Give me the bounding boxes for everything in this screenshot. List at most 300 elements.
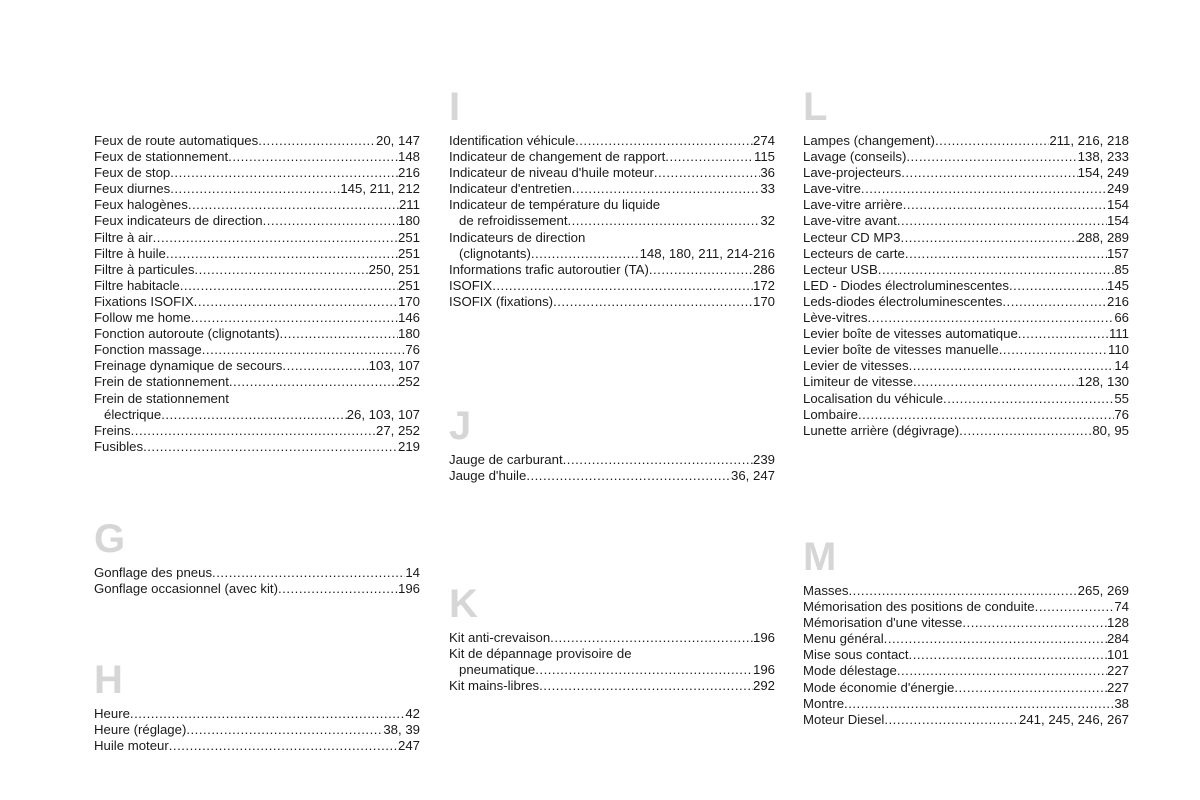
dot-leader: [999, 342, 1108, 358]
entry-label: Lecteur CD MP3: [803, 229, 901, 245]
dot-leader: [868, 310, 1115, 326]
entry-row: [803, 262, 1129, 278]
entry-label: Lecteurs de carte: [803, 245, 905, 261]
entry-label: Informations trafic autoroutier (TA): [449, 261, 649, 277]
entry-label: Levier boîte de vitesses manuelle: [803, 342, 999, 358]
dot-leader: [180, 278, 398, 294]
entry-pages: 196: [752, 662, 775, 678]
index-entry: [94, 246, 420, 262]
entry-row: [803, 278, 1129, 294]
entry-label: Lecteur USB: [803, 261, 878, 277]
entry-label: Feux indicateurs de direction: [94, 213, 263, 229]
entry-label: Heure: [94, 706, 130, 721]
entry-row: [803, 213, 1129, 229]
index-entry: [803, 407, 1129, 423]
dot-leader: [909, 358, 1115, 374]
entry-row: [803, 374, 1129, 390]
index-entry: [449, 468, 775, 484]
entry-row: [94, 358, 420, 374]
entry-pages: 251: [397, 245, 420, 261]
index-entry: [803, 246, 1129, 262]
entry-row: [803, 133, 1129, 149]
dot-leader: [884, 631, 1107, 647]
entry-pages: 274: [752, 133, 775, 148]
entry-label: Mise sous contact: [803, 647, 909, 663]
index-entry: [803, 342, 1129, 358]
entry-row: [94, 407, 420, 423]
entry-pages: 66: [1114, 310, 1129, 326]
index-entry: [449, 133, 775, 149]
index-entry: [449, 646, 775, 678]
index-entry: [94, 294, 420, 310]
index-entry: [449, 278, 775, 294]
index-entry: [803, 213, 1129, 229]
index-section-f: [94, 133, 420, 455]
section-letter: I: [449, 85, 461, 129]
entry-pages: 74: [1114, 599, 1129, 615]
dot-leader: [884, 712, 1019, 728]
entry-label: Follow me home: [94, 310, 191, 326]
entry-row: [449, 294, 775, 310]
index-entry: [803, 663, 1129, 679]
entry-row: [94, 326, 420, 342]
entry-row: [803, 599, 1129, 615]
entry-label: Jauge d'huile: [449, 468, 527, 484]
dot-leader: [567, 213, 760, 229]
index-entry: [94, 358, 420, 374]
dot-leader: [665, 149, 754, 165]
dot-leader: [229, 374, 398, 390]
index-entry: [94, 423, 420, 439]
dot-leader: [1002, 294, 1107, 310]
dot-leader: [535, 662, 753, 678]
entry-label: Lavage (conseils): [803, 149, 907, 165]
dot-leader: [903, 197, 1107, 213]
entry-label: Lombaire: [803, 406, 858, 422]
entry-row: [803, 647, 1129, 663]
entry-row: [803, 583, 1129, 599]
entry-pages: 265, 269: [1077, 583, 1129, 598]
entry-row: [449, 165, 775, 181]
index-entry: [449, 230, 775, 262]
entry-row: [449, 278, 775, 294]
entry-pages: 211, 216, 218: [1049, 133, 1129, 148]
entry-row: [94, 262, 420, 278]
entry-pages: 154: [1106, 197, 1129, 213]
index-section-l: [803, 87, 1129, 439]
entry-row: [803, 423, 1129, 439]
index-section-h: [94, 660, 420, 754]
entry-label: Indicateurs de direction: [449, 229, 586, 245]
entry-pages: 227: [1106, 679, 1129, 695]
dot-leader: [954, 680, 1107, 696]
entry-row: [94, 246, 420, 262]
entry-label: Identification véhicule: [449, 133, 576, 148]
entry-label: Lave-projecteurs: [803, 165, 902, 181]
entry-label: Fonction massage: [94, 342, 202, 358]
entry-row: [94, 439, 420, 455]
dot-leader: [188, 197, 399, 213]
entry-pages: 14: [405, 565, 420, 580]
dot-leader: [228, 149, 398, 165]
dot-leader: [1035, 599, 1115, 615]
entry-row: [94, 133, 420, 149]
index-entry: [94, 133, 420, 149]
entry-pages: 154: [1106, 213, 1129, 229]
index-entry: [94, 230, 420, 246]
entry-sublabel: de refroidissement: [459, 213, 568, 229]
entry-label: Montre: [803, 695, 845, 711]
entry-pages: 148, 180, 211, 214-216: [639, 245, 775, 261]
entry-pages: 154, 249: [1077, 165, 1129, 181]
entry-label: Frein de stationnement: [94, 374, 229, 390]
dot-leader: [1018, 326, 1109, 342]
entry-label: Lave-vitre arrière: [803, 197, 903, 213]
entry-label: Lunette arrière (dégivrage): [803, 422, 960, 438]
index-entry: [803, 631, 1129, 647]
index-entry: [803, 696, 1129, 712]
entry-label: Feux de stop: [94, 165, 171, 181]
entry-label: Leds-diodes électroluminescentes: [803, 293, 1003, 309]
entry-label: Freinage dynamique de secours: [94, 358, 283, 374]
entry-row: [803, 165, 1129, 181]
entry-pages: 249: [1106, 181, 1129, 197]
entry-label: Kit de dépannage provisoire de: [449, 646, 632, 662]
entry-pages: 14: [1114, 358, 1129, 374]
entry-label: Lampes (changement): [803, 133, 935, 148]
entry-pages: 247: [397, 738, 420, 754]
entry-label: ISOFIX: [449, 277, 493, 293]
index-entry: [94, 165, 420, 181]
dot-leader: [909, 647, 1107, 663]
entry-label: Fonction autoroute (clignotants): [94, 326, 280, 342]
entry-label: Frein de stationnement: [94, 390, 229, 406]
entry-pages: 55: [1114, 390, 1129, 406]
entry-row: [803, 391, 1129, 407]
dot-leader: [526, 468, 731, 484]
entry-row: [803, 712, 1129, 728]
dot-leader: [279, 326, 398, 342]
entry-pages: 251: [397, 229, 420, 245]
entry-pages: 170: [752, 293, 775, 309]
entry-sublabel: pneumatique: [459, 662, 536, 678]
dot-leader: [153, 230, 398, 246]
section-letter: K: [449, 582, 478, 626]
entry-pages: 292: [752, 678, 775, 694]
index-entry: [803, 133, 1129, 149]
index-entry: [803, 230, 1129, 246]
entry-row: [94, 374, 420, 390]
entry-pages: 36: [760, 165, 775, 181]
index-entry: [803, 326, 1129, 342]
index-entry: [803, 262, 1129, 278]
entry-pages: 128, 130: [1077, 374, 1129, 390]
entry-label: Filtre à particules: [94, 261, 195, 277]
entry-label: Indicateur d'entretien: [449, 181, 572, 197]
entry-label: Localisation du véhicule: [803, 390, 944, 406]
dot-leader: [649, 262, 753, 278]
index-entry: [803, 181, 1129, 197]
dot-leader: [131, 423, 376, 439]
entry-row: [449, 468, 775, 484]
index-entry: [449, 294, 775, 310]
entry-row: [94, 230, 420, 246]
entry-pages: 196: [752, 630, 775, 645]
entry-label: Kit anti-crevaison: [449, 630, 551, 645]
entry-pages: 252: [397, 374, 420, 390]
entry-pages: 145, 211, 212: [340, 181, 420, 197]
dot-leader: [202, 342, 406, 358]
index-entry: [94, 722, 420, 738]
entry-row: [803, 615, 1129, 631]
entry-row: [803, 181, 1129, 197]
entry-pages: 145: [1106, 277, 1129, 293]
entry-row: [449, 630, 775, 646]
dot-leader: [263, 213, 398, 229]
entry-pages: 250, 251: [368, 261, 420, 277]
index-entry: [449, 165, 775, 181]
entry-row: [94, 581, 420, 597]
dot-leader: [959, 423, 1092, 439]
index-entry: [94, 213, 420, 229]
index-entry: [803, 358, 1129, 374]
entry-label: Fixations ISOFIX: [94, 293, 194, 309]
entry-pages: 111: [1108, 326, 1129, 342]
dot-leader: [858, 407, 1114, 423]
dot-leader: [878, 262, 1115, 278]
entry-row: [94, 342, 420, 358]
entry-row: [449, 133, 775, 149]
entry-pages: 146: [397, 310, 420, 326]
index-entry: [803, 599, 1129, 615]
entry-pages: 101: [1106, 647, 1129, 663]
dot-leader: [143, 439, 398, 455]
index-entry: [94, 310, 420, 326]
dot-leader: [492, 278, 753, 294]
dot-leader: [282, 358, 368, 374]
dot-leader: [654, 165, 760, 181]
entry-pages: 170: [397, 293, 420, 309]
entry-pages: 27, 252: [376, 422, 420, 438]
dot-leader: [575, 133, 753, 149]
entry-row: [803, 358, 1129, 374]
section-letter: M: [803, 535, 837, 579]
index-entry: [94, 391, 420, 423]
dot-leader: [166, 246, 398, 262]
index-entry: [449, 197, 775, 229]
entry-pages: 288, 289: [1077, 229, 1129, 245]
entry-row: [803, 230, 1129, 246]
entry-label: Levier boîte de vitesses automatique: [803, 326, 1018, 342]
entry-row: [803, 294, 1129, 310]
entry-pages: 32: [760, 213, 775, 229]
entry-pages: 26, 103, 107: [346, 406, 420, 422]
index-section-j: [449, 406, 775, 484]
dot-leader: [194, 294, 398, 310]
entry-row: [94, 706, 420, 722]
index-entry: [449, 181, 775, 197]
dot-leader: [169, 738, 398, 754]
entry-pages: 216: [1106, 293, 1129, 309]
index-entry: [94, 706, 420, 722]
entry-pages: 110: [1107, 342, 1129, 358]
entry-row: [94, 310, 420, 326]
entry-pages: 219: [397, 438, 420, 454]
dot-leader: [170, 181, 340, 197]
entry-sublabel: (clignotants): [459, 245, 531, 261]
index-entry: [803, 615, 1129, 631]
entry-label: Feux halogènes: [94, 197, 188, 213]
entry-row: [803, 310, 1129, 326]
dot-leader: [943, 391, 1114, 407]
dot-leader: [186, 722, 383, 738]
entry-label: LED - Diodes électroluminescentes: [803, 277, 1009, 293]
entry-label: Mémorisation des positions de conduite: [803, 599, 1035, 615]
entry-row: [803, 197, 1129, 213]
entry-pages: 180: [397, 326, 420, 342]
dot-leader: [897, 663, 1107, 679]
entry-row: [803, 680, 1129, 696]
entry-row: [803, 149, 1129, 165]
entry-row: [94, 738, 420, 754]
entry-row: [449, 678, 775, 694]
index-entry: [94, 262, 420, 278]
dot-leader: [848, 583, 1077, 599]
entry-label: Filtre à air: [94, 229, 153, 245]
dot-leader: [906, 149, 1077, 165]
entry-row: [449, 149, 775, 165]
index-entry: [94, 197, 420, 213]
entry-row: [803, 326, 1129, 342]
dot-leader: [278, 581, 398, 597]
entry-label: Lave-vitre: [803, 181, 861, 197]
entry-pages: 157: [1106, 245, 1129, 261]
entry-pages: 148: [397, 149, 420, 165]
entry-label: Fusibles: [94, 438, 144, 454]
index-entry: [803, 423, 1129, 439]
entry-row: [803, 696, 1129, 712]
entry-row: [94, 165, 420, 181]
entry-label: Lève-vitres: [803, 310, 868, 326]
entry-label: Huile moteur: [94, 738, 169, 754]
entry-label: Indicateur de changement de rapport: [449, 149, 666, 165]
section-letter: G: [94, 517, 126, 561]
entry-pages: 138, 233: [1077, 149, 1129, 165]
entry-row: [449, 662, 775, 678]
index-entry: [803, 278, 1129, 294]
entry-row: [94, 278, 420, 294]
index-entry: [449, 262, 775, 278]
entry-pages: 36, 247: [731, 468, 775, 484]
index-entry: [803, 680, 1129, 696]
entry-row: [94, 423, 420, 439]
entry-pages: 76: [405, 342, 420, 358]
entry-label: Gonflage occasionnel (avec kit): [94, 581, 278, 597]
index-entry: [94, 149, 420, 165]
entry-label: Feux de stationnement: [94, 149, 229, 165]
dot-leader: [191, 310, 398, 326]
entry-row: [449, 181, 775, 197]
index-entry: [94, 278, 420, 294]
dot-leader: [194, 262, 368, 278]
entry-pages: 284: [1106, 631, 1129, 647]
entry-pages: 239: [752, 452, 775, 467]
entry-pages: 216: [397, 165, 420, 181]
entry-pages: 286: [752, 261, 775, 277]
entry-label: Menu général: [803, 631, 884, 647]
dot-leader: [572, 181, 761, 197]
entry-label: Indicateur de niveau d'huile moteur: [449, 165, 654, 181]
index-entry: [94, 326, 420, 342]
index-entry: [94, 581, 420, 597]
entry-pages: 128: [1106, 615, 1129, 631]
entry-row: [94, 565, 420, 581]
entry-label: ISOFIX (fixations): [449, 293, 554, 309]
index-entry: [803, 310, 1129, 326]
section-letter: H: [94, 658, 123, 702]
entry-row: [803, 342, 1129, 358]
section-letter: L: [803, 85, 828, 129]
entry-label: Feux diurnes: [94, 181, 171, 197]
dot-leader: [170, 165, 398, 181]
entry-row: [94, 294, 420, 310]
entry-row: [803, 631, 1129, 647]
index-section-g: [94, 519, 420, 597]
dot-leader: [935, 133, 1049, 149]
dot-leader: [962, 615, 1107, 631]
entry-row: [449, 262, 775, 278]
entry-row: [94, 181, 420, 197]
index-entry: [803, 647, 1129, 663]
dot-leader: [897, 213, 1107, 229]
entry-label: Kit mains-libres: [449, 678, 540, 694]
index-entry: [803, 197, 1129, 213]
index-entry: [803, 294, 1129, 310]
entry-row: [94, 213, 420, 229]
entry-label: Mode économie d'énergie: [803, 679, 955, 695]
entry-label: Filtre habitacle: [94, 277, 180, 293]
entry-label: Freins: [94, 422, 131, 438]
index-entry: [803, 712, 1129, 728]
index-entry: [94, 565, 420, 581]
index-entry: [803, 149, 1129, 165]
index-entry: [94, 374, 420, 390]
dot-leader: [900, 230, 1077, 246]
entry-pages: 33: [760, 181, 775, 197]
entry-pages: 103, 107: [368, 358, 420, 374]
index-section-i: [449, 87, 775, 310]
dot-leader: [553, 294, 753, 310]
index-entry: [449, 452, 775, 468]
entry-pages: 76: [1114, 406, 1129, 422]
dot-leader: [901, 165, 1077, 181]
section-letter: J: [449, 404, 472, 448]
entry-label: Limiteur de vitesse: [803, 374, 913, 390]
entry-pages: 196: [397, 581, 420, 597]
entry-label: Lave-vitre avant: [803, 213, 897, 229]
dot-leader: [130, 706, 405, 722]
dot-leader: [539, 678, 753, 694]
dot-leader: [913, 374, 1078, 390]
index-entry: [449, 149, 775, 165]
dot-leader: [161, 407, 346, 423]
entry-pages: 20, 147: [376, 133, 420, 148]
entry-label: Masses: [803, 583, 849, 598]
index-section-k: [449, 584, 775, 694]
entry-pages: 172: [752, 277, 775, 293]
entry-row: [94, 197, 420, 213]
dot-leader: [550, 630, 753, 646]
